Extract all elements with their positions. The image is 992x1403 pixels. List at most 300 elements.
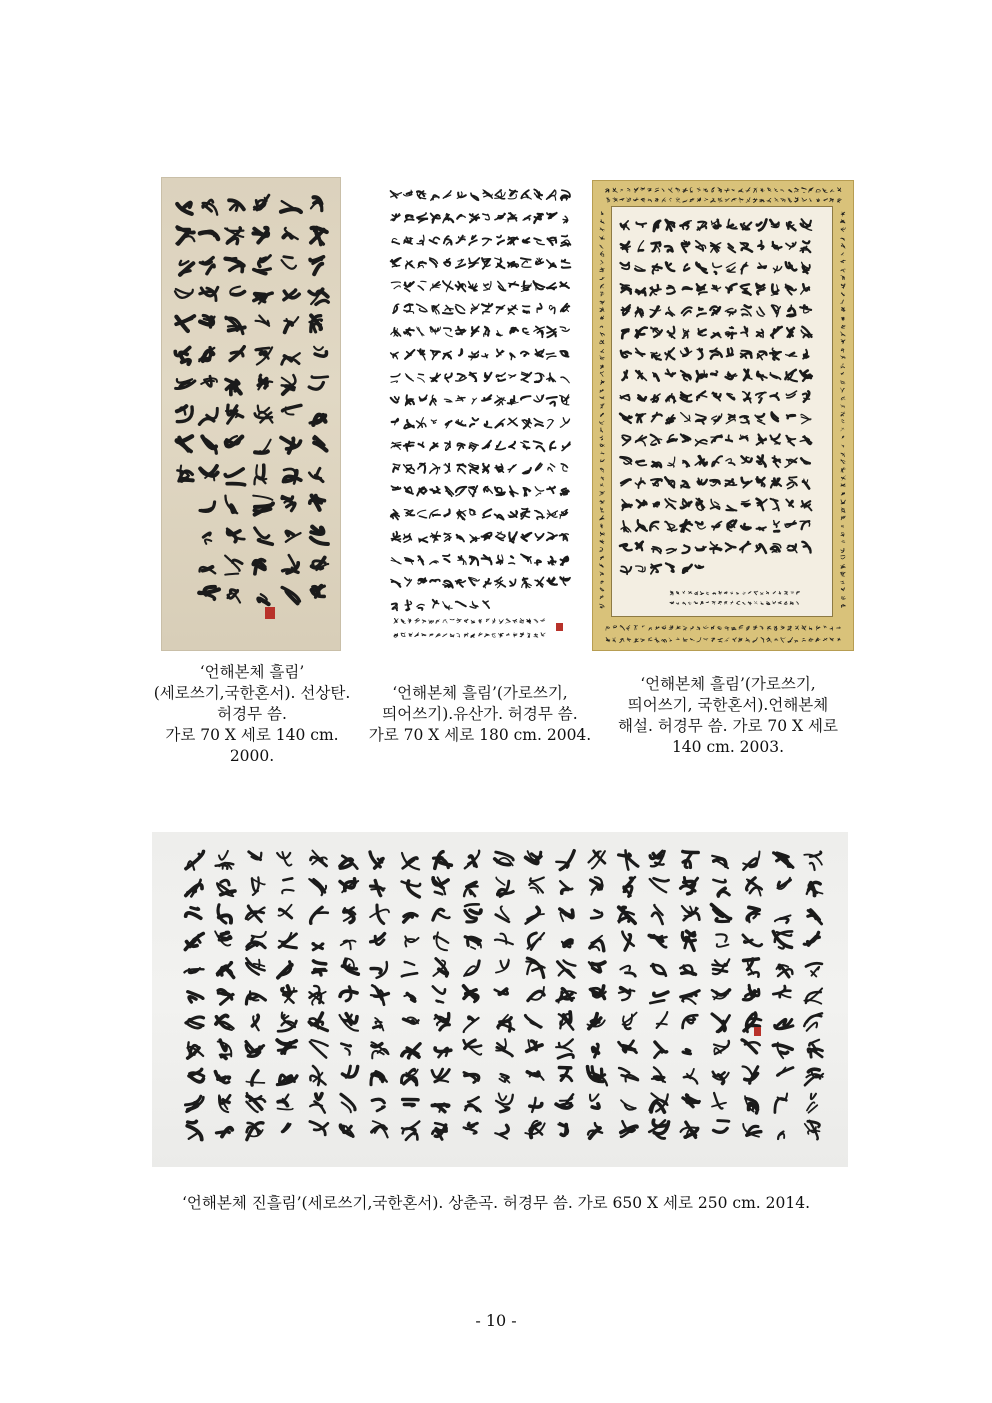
brush-glyph xyxy=(636,327,647,338)
brush-glyph xyxy=(418,578,426,584)
figure-caption-1 xyxy=(141,662,363,767)
brush-glyph xyxy=(712,856,728,868)
brush-glyph xyxy=(816,626,820,630)
brush-glyph xyxy=(521,441,530,449)
brush-glyph xyxy=(456,374,467,381)
brush-glyph xyxy=(311,907,328,923)
brush-glyph xyxy=(841,453,845,457)
brush-glyph xyxy=(773,266,781,272)
brush-glyph xyxy=(627,638,631,642)
brush-glyph xyxy=(507,634,510,636)
brush-glyph xyxy=(470,601,478,608)
brush-glyph xyxy=(547,419,553,428)
brush-glyph xyxy=(837,188,841,192)
brush-glyph xyxy=(557,989,576,1003)
brush-glyph xyxy=(175,289,193,298)
brush-glyph xyxy=(696,547,706,551)
brush-glyph xyxy=(740,242,752,251)
brush-glyph xyxy=(695,566,703,568)
brush-glyph xyxy=(445,487,453,497)
brush-glyph xyxy=(310,1066,325,1085)
brush-glyph xyxy=(496,442,506,450)
brush-glyph xyxy=(726,263,735,272)
brush-glyph xyxy=(711,435,722,442)
brush-glyph xyxy=(718,638,722,642)
brush-glyph xyxy=(757,527,766,530)
brush-glyph xyxy=(255,440,271,453)
brush-glyph xyxy=(681,991,700,1004)
brush-glyph xyxy=(226,436,242,446)
brush-glyph xyxy=(310,415,326,425)
brush-glyph xyxy=(433,600,439,608)
brush-glyph xyxy=(521,352,529,357)
brush-glyph xyxy=(787,222,796,230)
brush-glyph xyxy=(402,1044,420,1058)
brush-glyph xyxy=(724,592,728,595)
brush-glyph xyxy=(743,935,762,946)
brush-glyph xyxy=(216,1128,232,1137)
brush-glyph xyxy=(652,462,662,467)
brush-glyph xyxy=(312,586,325,597)
brush-glyph xyxy=(683,287,692,290)
brush-glyph xyxy=(443,214,453,223)
brush-glyph xyxy=(743,851,759,869)
brush-glyph xyxy=(600,556,603,559)
brush-glyph xyxy=(417,510,426,518)
brush-glyph xyxy=(841,220,845,223)
brush-glyph xyxy=(523,306,530,313)
brush-glyph xyxy=(406,395,414,405)
brush-glyph xyxy=(560,418,569,428)
brush-glyph xyxy=(713,263,722,274)
brush-glyph xyxy=(621,305,630,315)
brush-glyph xyxy=(560,327,569,331)
brush-glyph xyxy=(795,198,799,203)
brush-glyph xyxy=(758,263,766,268)
brush-glyph xyxy=(739,626,743,630)
brush-glyph xyxy=(841,292,844,296)
brush-glyph xyxy=(754,591,758,595)
brush-glyph xyxy=(665,246,673,251)
brush-glyph xyxy=(697,478,707,484)
brush-glyph xyxy=(758,241,763,249)
brush-glyph xyxy=(560,881,572,893)
brush-glyph xyxy=(561,464,567,471)
brush-glyph xyxy=(770,220,779,228)
brush-glyph xyxy=(456,396,465,401)
brush-glyph xyxy=(418,463,425,473)
brush-glyph xyxy=(286,531,301,541)
brush-glyph xyxy=(600,421,605,424)
brush-glyph xyxy=(496,960,509,973)
brush-glyph xyxy=(620,395,629,401)
brush-glyph xyxy=(712,414,722,424)
brush-glyph xyxy=(682,329,688,338)
brush-glyph xyxy=(741,263,748,274)
brush-glyph xyxy=(589,851,605,869)
brush-glyph xyxy=(215,1072,229,1083)
brush-glyph xyxy=(732,627,737,630)
caption-line: 해설. 허경무 씀. 가로 70 X 세로 xyxy=(618,717,838,735)
brush-glyph xyxy=(676,626,681,629)
brush-glyph xyxy=(284,228,298,239)
brush-glyph xyxy=(422,634,426,636)
brush-glyph xyxy=(228,590,241,603)
brush-glyph xyxy=(536,464,542,471)
brush-glyph xyxy=(469,351,479,360)
brush-glyph xyxy=(535,577,544,587)
brush-glyph xyxy=(560,909,573,921)
brush-glyph xyxy=(775,189,778,192)
brush-glyph xyxy=(521,533,531,541)
brush-glyph xyxy=(404,534,412,543)
brush-glyph xyxy=(711,626,715,630)
brush-glyph xyxy=(712,1093,726,1109)
brush-glyph xyxy=(841,238,845,240)
brush-glyph xyxy=(456,487,466,496)
brush-glyph xyxy=(770,373,780,380)
page-number: - 10 - xyxy=(475,1311,517,1330)
brush-glyph xyxy=(696,440,707,446)
brush-glyph xyxy=(310,316,322,332)
brush-glyph xyxy=(278,1013,296,1032)
brush-glyph xyxy=(621,263,630,269)
brush-glyph xyxy=(254,256,271,274)
brush-glyph xyxy=(482,304,492,314)
caption-line: ‘언해본체 흘림’ xyxy=(199,663,305,681)
brush-glyph xyxy=(391,397,399,403)
artist-seal xyxy=(556,623,563,631)
brush-glyph xyxy=(712,393,720,401)
brush-glyph xyxy=(510,579,516,586)
brush-glyph xyxy=(718,626,722,629)
brush-glyph xyxy=(787,305,795,316)
brush-glyph xyxy=(743,392,751,403)
brush-glyph xyxy=(541,633,545,636)
brush-glyph xyxy=(816,638,821,642)
brush-glyph xyxy=(810,198,812,201)
brush-glyph xyxy=(841,340,845,344)
brush-glyph xyxy=(495,514,504,519)
brush-glyph xyxy=(784,601,787,604)
brush-glyph xyxy=(710,480,719,486)
brush-glyph xyxy=(739,638,743,642)
brush-glyph xyxy=(560,577,570,585)
brush-glyph xyxy=(665,522,677,532)
brush-glyph xyxy=(841,484,845,486)
brush-glyph xyxy=(225,556,242,575)
brush-glyph xyxy=(800,371,811,381)
brush-glyph xyxy=(277,1075,297,1084)
brush-glyph xyxy=(483,214,490,220)
brush-glyph xyxy=(547,487,555,494)
brush-glyph xyxy=(429,620,434,624)
brush-glyph xyxy=(534,190,542,200)
brush-glyph xyxy=(772,413,778,422)
brush-glyph xyxy=(743,370,752,380)
brush-glyph xyxy=(484,422,491,428)
brush-glyph xyxy=(683,188,688,192)
brush-glyph xyxy=(430,510,441,518)
brush-glyph xyxy=(841,556,845,559)
brush-glyph xyxy=(636,542,643,551)
brush-glyph xyxy=(841,588,845,591)
brush-glyph xyxy=(757,307,764,316)
brush-glyph xyxy=(601,380,605,384)
brush-glyph xyxy=(651,242,660,252)
brush-glyph xyxy=(681,348,692,356)
brush-glyph xyxy=(681,878,698,894)
brush-glyph xyxy=(404,282,414,291)
brush-glyph xyxy=(650,992,668,1003)
brush-glyph xyxy=(824,198,828,200)
brush-glyph xyxy=(655,198,658,201)
brush-glyph xyxy=(457,443,464,450)
brush-glyph xyxy=(665,499,676,509)
brush-glyph xyxy=(417,327,424,336)
brush-glyph xyxy=(418,374,425,382)
brush-glyph xyxy=(394,619,398,624)
brush-glyph xyxy=(430,282,440,291)
brush-glyph xyxy=(695,591,698,595)
brush-glyph xyxy=(498,1015,514,1031)
brush-glyph xyxy=(391,374,400,383)
brush-glyph xyxy=(495,934,513,945)
brush-glyph xyxy=(591,877,603,895)
brush-glyph xyxy=(621,479,630,485)
brush-glyph xyxy=(561,489,569,496)
brush-glyph xyxy=(495,1125,508,1139)
brush-glyph xyxy=(406,261,415,269)
figure-caption-4 xyxy=(100,1193,892,1214)
brush-glyph xyxy=(254,228,269,243)
brush-glyph xyxy=(650,306,661,316)
brush-glyph xyxy=(443,191,451,198)
brush-glyph xyxy=(830,627,833,631)
brush-glyph xyxy=(662,626,666,629)
brush-glyph xyxy=(391,486,400,490)
brush-glyph xyxy=(535,560,541,564)
brush-glyph xyxy=(444,533,451,541)
brush-glyph xyxy=(841,260,846,263)
brush-glyph xyxy=(600,564,604,568)
brush-glyph xyxy=(443,619,447,623)
calligraphy-artwork-horizontal-white xyxy=(378,177,582,651)
brush-glyph xyxy=(560,282,569,288)
brush-glyph xyxy=(601,452,605,454)
brush-glyph xyxy=(725,198,729,201)
brush-glyph xyxy=(757,435,767,445)
brush-glyph xyxy=(547,237,556,245)
brush-glyph xyxy=(311,527,328,544)
brush-glyph xyxy=(804,988,822,1003)
brush-glyph xyxy=(676,198,680,203)
brush-glyph xyxy=(559,1012,573,1030)
brush-glyph xyxy=(176,379,195,388)
brush-glyph xyxy=(403,1099,418,1105)
brush-glyph xyxy=(252,877,265,895)
brush-glyph xyxy=(807,882,823,895)
brush-glyph xyxy=(620,544,632,550)
brush-glyph xyxy=(483,238,492,245)
brush-glyph xyxy=(528,933,545,950)
brush-glyph xyxy=(676,188,680,192)
brush-glyph xyxy=(742,500,750,506)
brush-glyph xyxy=(471,193,478,200)
brush-glyph xyxy=(200,502,215,512)
brush-glyph xyxy=(606,189,609,192)
brush-glyph xyxy=(627,188,630,191)
brush-glyph xyxy=(405,578,412,586)
brush-glyph xyxy=(600,444,605,447)
brush-glyph xyxy=(534,395,544,402)
brush-glyph xyxy=(772,601,775,604)
brush-glyph xyxy=(620,414,631,423)
brush-glyph xyxy=(816,189,820,192)
brush-glyph xyxy=(771,327,782,338)
brush-glyph xyxy=(218,990,234,1005)
brush-glyph xyxy=(469,282,478,291)
brush-glyph xyxy=(600,284,604,288)
brush-glyph xyxy=(748,602,752,605)
brush-glyph xyxy=(200,258,214,274)
brush-glyph xyxy=(680,965,695,974)
brush-glyph xyxy=(391,282,400,289)
brush-glyph xyxy=(217,963,234,978)
brush-glyph xyxy=(309,468,323,481)
brush-glyph xyxy=(698,329,706,336)
brush-glyph xyxy=(254,195,269,210)
brush-glyph xyxy=(778,1132,784,1140)
brush-glyph xyxy=(757,220,767,231)
brush-glyph xyxy=(690,639,694,641)
brush-glyph xyxy=(635,478,645,488)
brush-glyph xyxy=(787,415,796,418)
brush-glyph xyxy=(638,241,644,252)
brush-glyph xyxy=(621,521,631,532)
brush-glyph xyxy=(841,405,845,408)
brush-glyph xyxy=(636,349,645,357)
brush-glyph xyxy=(371,962,387,978)
brush-glyph xyxy=(636,566,646,572)
brush-glyph xyxy=(621,242,630,252)
brush-glyph xyxy=(681,392,692,401)
brush-glyph xyxy=(841,581,845,583)
brush-glyph xyxy=(636,414,645,423)
brush-glyph xyxy=(841,212,845,216)
brush-glyph xyxy=(405,600,411,610)
brush-glyph xyxy=(281,201,301,212)
brush-glyph xyxy=(559,1068,571,1081)
brush-glyph xyxy=(225,496,237,514)
brush-glyph xyxy=(534,327,545,338)
brush-glyph xyxy=(666,220,675,231)
brush-glyph xyxy=(446,421,452,428)
brush-glyph xyxy=(653,373,659,381)
brush-glyph xyxy=(444,510,449,517)
brush-glyph xyxy=(649,628,652,631)
brush-glyph xyxy=(457,215,465,219)
brush-glyph xyxy=(561,304,570,312)
brush-glyph xyxy=(830,198,834,202)
brush-glyph xyxy=(670,198,672,202)
brush-glyph xyxy=(712,1014,729,1032)
brush-glyph xyxy=(600,308,604,312)
brush-glyph xyxy=(311,851,327,866)
brush-glyph xyxy=(600,228,604,232)
brush-glyph xyxy=(548,464,555,472)
brush-glyph xyxy=(746,188,750,192)
brush-glyph xyxy=(681,413,691,422)
brush-glyph xyxy=(621,567,631,575)
brush-glyph xyxy=(522,578,532,588)
figure-caption-2 xyxy=(360,683,600,746)
brush-glyph xyxy=(433,986,445,1002)
brush-glyph xyxy=(683,565,692,573)
brush-glyph xyxy=(712,602,716,605)
brush-glyph xyxy=(404,328,414,335)
brush-glyph xyxy=(229,200,244,210)
brush-glyph xyxy=(636,371,647,381)
brush-glyph xyxy=(513,633,517,637)
brush-glyph xyxy=(666,370,676,377)
brush-glyph xyxy=(534,238,544,244)
brush-glyph xyxy=(279,933,296,948)
brush-glyph xyxy=(841,508,845,513)
brush-glyph xyxy=(741,351,752,358)
brush-glyph xyxy=(638,395,646,401)
brush-glyph xyxy=(650,851,665,866)
brush-glyph xyxy=(842,436,844,439)
brush-glyph xyxy=(282,878,293,893)
brush-glyph xyxy=(456,580,466,587)
brush-glyph xyxy=(255,406,273,423)
brush-glyph xyxy=(176,436,192,451)
brush-glyph xyxy=(528,987,544,1001)
brush-glyph xyxy=(600,436,603,440)
brush-glyph xyxy=(309,377,328,390)
brush-glyph xyxy=(837,627,841,629)
brush-glyph xyxy=(732,198,737,201)
brush-glyph xyxy=(534,441,545,451)
brush-glyph xyxy=(774,626,777,630)
brush-glyph xyxy=(226,258,244,271)
brush-glyph xyxy=(562,442,570,451)
brush-glyph xyxy=(547,397,557,406)
brush-glyph xyxy=(711,371,717,375)
brush-glyph xyxy=(216,1016,233,1031)
brush-glyph xyxy=(203,533,211,544)
brush-glyph xyxy=(391,352,399,359)
brush-glyph xyxy=(697,222,706,230)
brush-glyph xyxy=(841,332,846,336)
brush-glyph xyxy=(600,236,605,239)
brush-glyph xyxy=(492,633,495,637)
brush-glyph xyxy=(841,493,845,496)
brush-glyph xyxy=(391,510,400,520)
brush-glyph xyxy=(401,1069,417,1085)
brush-glyph xyxy=(690,199,694,202)
brush-glyph xyxy=(430,326,440,334)
brush-glyph xyxy=(249,852,262,860)
brush-glyph xyxy=(527,1040,542,1051)
brush-glyph xyxy=(497,555,503,565)
brush-glyph xyxy=(600,333,604,337)
brush-glyph xyxy=(417,191,426,199)
brush-glyph xyxy=(790,602,793,605)
brush-glyph xyxy=(258,375,272,389)
brush-glyph xyxy=(432,1069,449,1082)
